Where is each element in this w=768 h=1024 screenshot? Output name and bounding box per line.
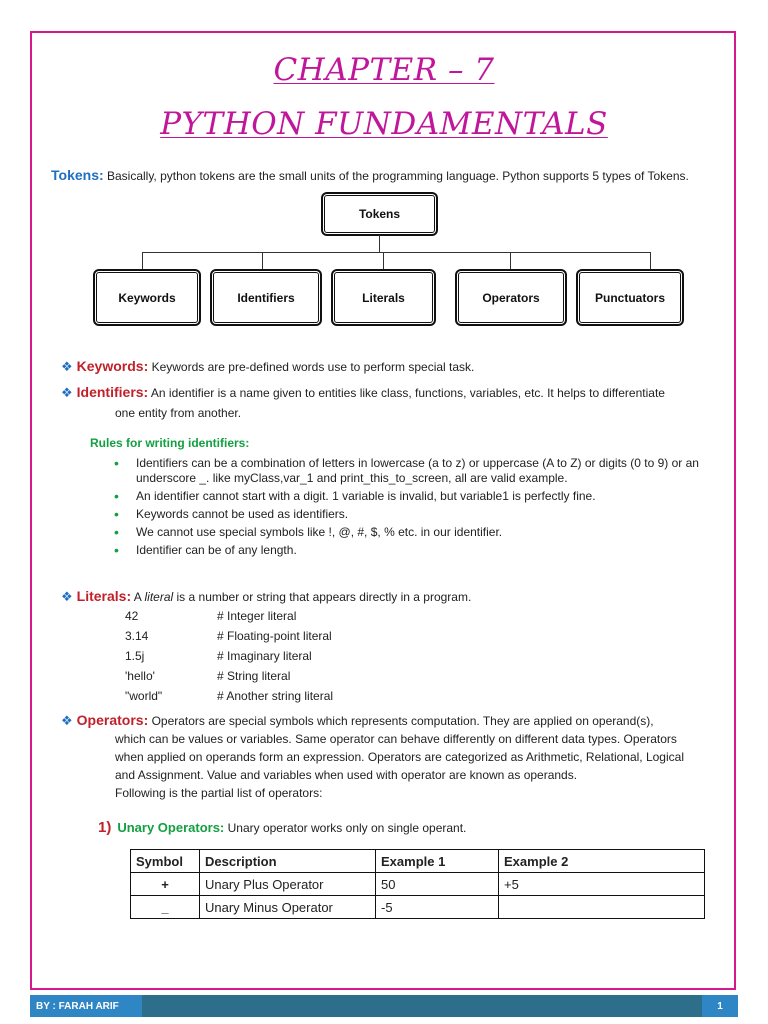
table-cell: _ [131, 896, 200, 919]
operators-line: Following is the partial list of operators: [115, 786, 323, 800]
diagram-connector-literals [383, 252, 384, 270]
table-cell [499, 896, 705, 919]
diagram-node-keywords: Keywords [94, 270, 200, 325]
diagram-node-identifiers: Identifiers [211, 270, 321, 325]
identifiers-paragraph [61, 385, 731, 401]
list-item: • Identifiers can be a combination of letters in lowercase (a to z) or uppercase (A to Z) or digits (0 to 9) or an underscore _. like myClass,var_1 and print_this_to_screen, all are valid example. [112, 456, 722, 486]
rules-heading: Rules for writing identifiers: [90, 436, 250, 450]
table-cell: Unary Minus Operator [200, 896, 376, 919]
keywords-paragraph [61, 359, 721, 375]
diagram-connector-bus [142, 252, 650, 253]
page-footer [30, 995, 738, 1017]
operators-label: Operators: [76, 712, 149, 728]
table-cell: -5 [376, 896, 499, 919]
table-cell: +5 [499, 873, 705, 896]
list-item: • An identifier cannot start with a digit. 1 variable is invalid, but variable1 is perfectly fine. [112, 489, 722, 504]
list-item: • Keywords cannot be used as identifiers. [112, 507, 722, 522]
diagram-connector-identifiers [262, 252, 263, 270]
identifiers-label: Identifiers: [76, 384, 149, 400]
diagram-connector-keywords [142, 252, 143, 270]
operators-line: when applied on operands form an expression. Operators are categorized as Arithmetic, Relational, Logical [115, 750, 684, 764]
literal-example-row: 1.5j # Imaginary literal [125, 649, 312, 663]
operators-line: and Assignment. Value and variables when used with operator are known as operands. [115, 768, 578, 782]
column-header: Example 1 [376, 850, 499, 873]
chapter-subtitle: PYTHON FUNDAMENTALS [160, 106, 608, 142]
diagram-connector-punctuators [650, 252, 651, 270]
page-number: 1 [702, 995, 738, 1017]
footer-author: BY : FARAH ARIF [30, 995, 142, 1017]
unary-label: Unary Operators: [117, 820, 225, 835]
diagram-connector-root [379, 235, 380, 252]
literal-example-row: 'hello' # String literal [125, 669, 291, 683]
list-item: • Identifier can be of any length. [112, 543, 722, 558]
diamond-bullet-icon: ❖ [61, 589, 73, 604]
table-cell: + [131, 873, 200, 896]
unary-operators-table [130, 849, 705, 919]
diamond-bullet-icon: ❖ [61, 385, 73, 400]
tokens-text: Basically, python tokens are the small units of the programming language. Python supports 5 types of Tokens. [103, 169, 689, 183]
tokens-label: Tokens: [51, 167, 104, 183]
table-cell: 50 [376, 873, 499, 896]
operators-paragraph: ❖ Operators: Operators are special symbols which represents computation. They are applied on operand(s), [61, 712, 654, 728]
column-header: Description [200, 850, 376, 873]
table-row [131, 896, 705, 919]
literal-italic-word: literal [144, 590, 174, 604]
chapter-title: CHAPTER – 7 [273, 52, 495, 88]
diagram-connector-operators [510, 252, 511, 270]
operators-line: which can be values or variables. Same operator can behave differently on different data types. Operators [115, 732, 677, 746]
diagram-root-tokens: Tokens [322, 193, 437, 235]
diamond-bullet-icon: ❖ [61, 359, 73, 374]
table-cell: Unary Plus Operator [200, 873, 376, 896]
footer-bar [142, 995, 702, 1017]
column-header: Example 2 [499, 850, 705, 873]
keywords-text: Keywords are pre-defined words use to perform special task. [148, 360, 475, 374]
identifiers-text-line2: one entity from another. [115, 406, 242, 420]
diagram-node-operators: Operators [456, 270, 566, 325]
diagram-node-literals: Literals [332, 270, 435, 325]
diagram-node-punctuators: Punctuators [577, 270, 683, 325]
unary-number: 1) [98, 819, 112, 836]
list-item: • We cannot use special symbols like !, @, #, $, % etc. in our identifier. [112, 525, 722, 540]
literal-example-row: 3.14 # Floating-point literal [125, 629, 332, 643]
rules-list [112, 456, 722, 561]
table-row [131, 873, 705, 896]
literals-paragraph: ❖ Literals: A literal is a number or string that appears directly in a program. [61, 588, 472, 604]
unary-heading: 1) Unary Operators: Unary operator works only on single operant. [98, 819, 467, 836]
literal-example-row: 42 # Integer literal [125, 609, 297, 623]
keywords-label: Keywords: [76, 358, 149, 374]
identifiers-text: An identifier is a name given to entities like class, functions, variables, etc. It helps to differentiate [148, 386, 665, 400]
tokens-intro [51, 168, 741, 184]
literals-label: Literals: [76, 588, 132, 604]
table-header-row [131, 850, 705, 873]
diamond-bullet-icon: ❖ [61, 713, 73, 728]
literal-example-row: "world" # Another string literal [125, 689, 334, 703]
column-header: Symbol [131, 850, 200, 873]
